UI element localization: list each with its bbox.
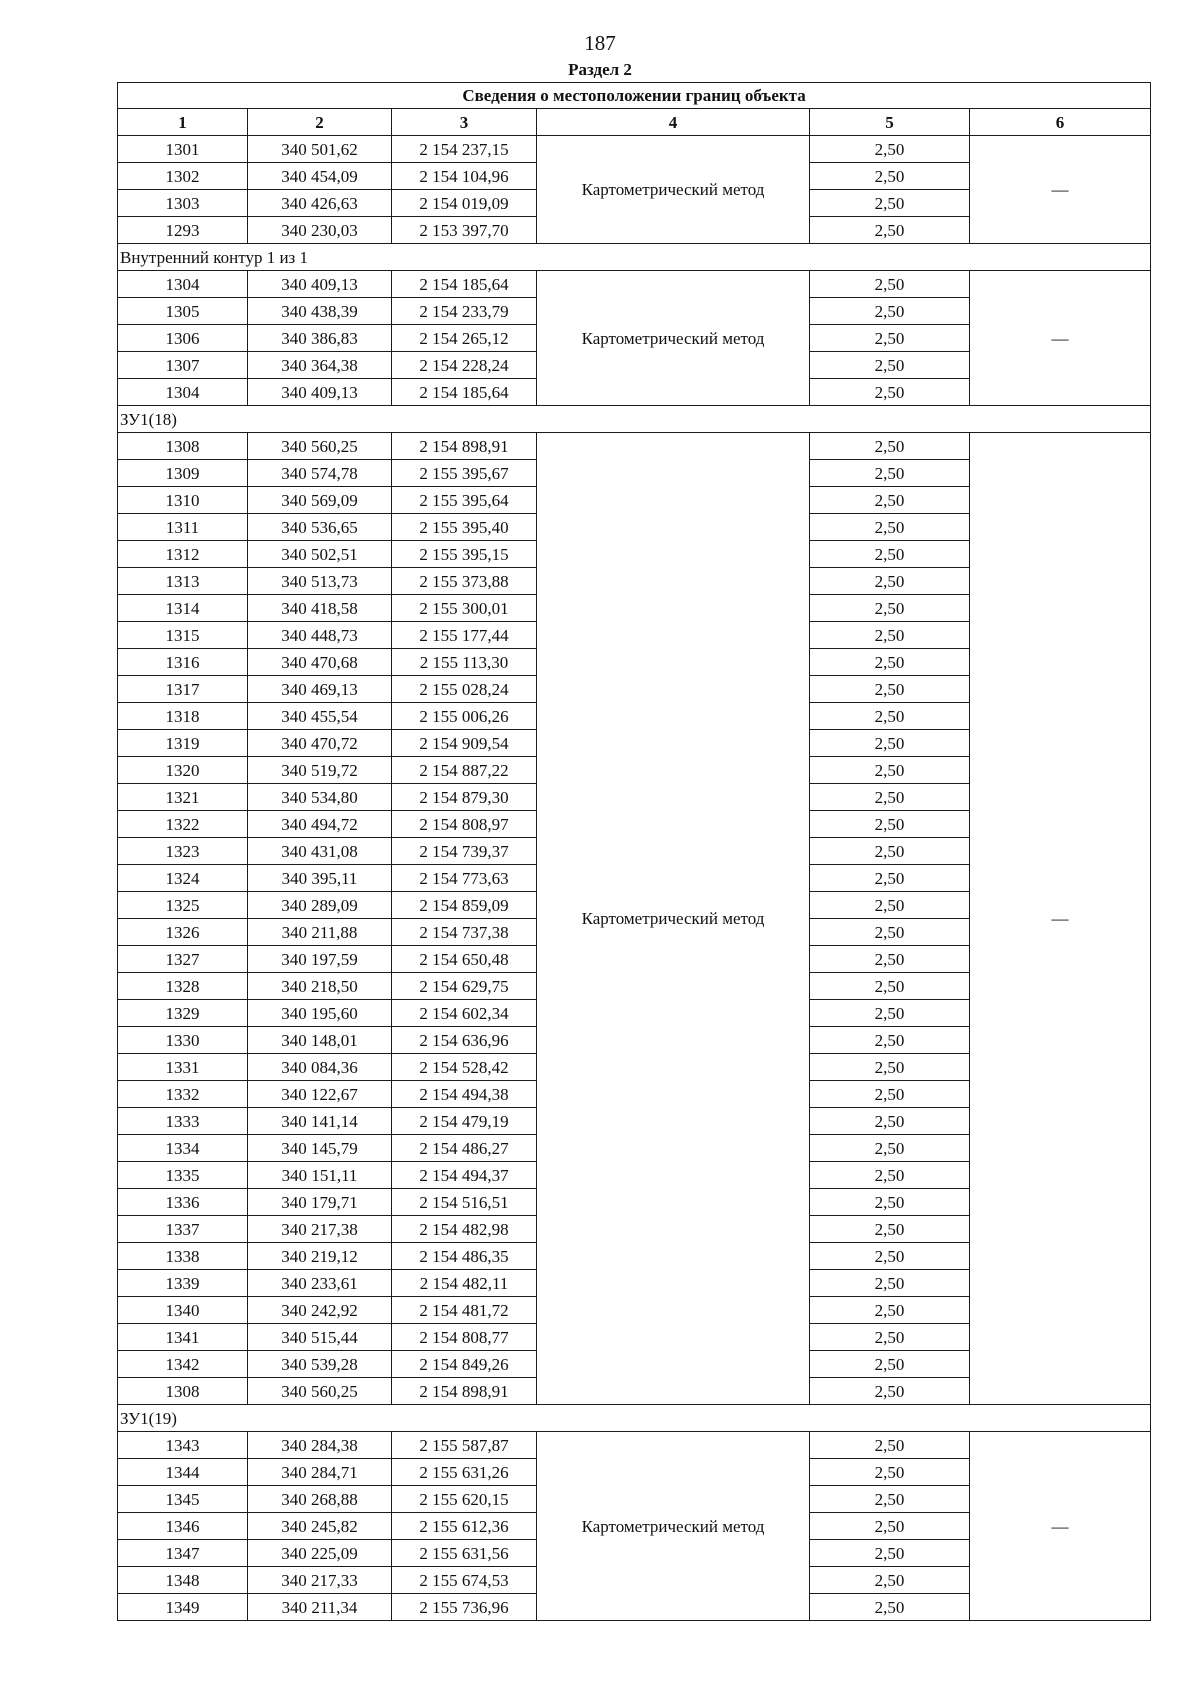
x-coordinate-cell: 340 431,08 [248, 838, 392, 865]
point-number-cell: 1328 [118, 973, 248, 1000]
y-coordinate-cell: 2 155 395,40 [392, 514, 537, 541]
y-coordinate-cell: 2 154 898,91 [392, 1378, 537, 1405]
point-number-cell: 1334 [118, 1135, 248, 1162]
x-coordinate-cell: 340 217,38 [248, 1216, 392, 1243]
accuracy-cell: 2,50 [810, 1567, 970, 1594]
accuracy-cell: 2,50 [810, 1270, 970, 1297]
section-label: ЗУ1(19) [118, 1405, 1151, 1432]
point-number-cell: 1344 [118, 1459, 248, 1486]
y-coordinate-cell: 2 154 808,97 [392, 811, 537, 838]
point-number-cell: 1348 [118, 1567, 248, 1594]
y-coordinate-cell: 2 154 602,34 [392, 1000, 537, 1027]
accuracy-cell: 2,50 [810, 1135, 970, 1162]
accuracy-cell: 2,50 [810, 1189, 970, 1216]
point-number-cell: 1316 [118, 649, 248, 676]
x-coordinate-cell: 340 211,34 [248, 1594, 392, 1621]
point-number-cell: 1308 [118, 1378, 248, 1405]
dash-cell: — [970, 433, 1151, 1405]
table-caption: Сведения о местоположении границ объекта [118, 83, 1151, 109]
accuracy-cell: 2,50 [810, 325, 970, 352]
y-coordinate-cell: 2 154 808,77 [392, 1324, 537, 1351]
accuracy-cell: 2,50 [810, 676, 970, 703]
y-coordinate-cell: 2 154 482,98 [392, 1216, 537, 1243]
method-cell: Картометрический метод [537, 433, 810, 1405]
x-coordinate-cell: 340 569,09 [248, 487, 392, 514]
point-number-cell: 1319 [118, 730, 248, 757]
table-row [118, 136, 1151, 163]
x-coordinate-cell: 340 426,63 [248, 190, 392, 217]
accuracy-cell: 2,50 [810, 622, 970, 649]
column-header: 3 [392, 109, 537, 136]
section-label: ЗУ1(18) [118, 406, 1151, 433]
x-coordinate-cell: 340 539,28 [248, 1351, 392, 1378]
point-number-cell: 1346 [118, 1513, 248, 1540]
y-coordinate-cell: 2 154 737,38 [392, 919, 537, 946]
table-row [118, 433, 1151, 460]
y-coordinate-cell: 2 154 739,37 [392, 838, 537, 865]
point-number-cell: 1304 [118, 271, 248, 298]
table-row [118, 1432, 1151, 1459]
y-coordinate-cell: 2 154 185,64 [392, 379, 537, 406]
x-coordinate-cell: 340 148,01 [248, 1027, 392, 1054]
accuracy-cell: 2,50 [810, 1162, 970, 1189]
y-coordinate-cell: 2 154 019,09 [392, 190, 537, 217]
y-coordinate-cell: 2 155 612,36 [392, 1513, 537, 1540]
accuracy-cell: 2,50 [810, 757, 970, 784]
column-header: 1 [118, 109, 248, 136]
point-number-cell: 1309 [118, 460, 248, 487]
accuracy-cell: 2,50 [810, 1000, 970, 1027]
accuracy-cell: 2,50 [810, 217, 970, 244]
y-coordinate-cell: 2 155 587,87 [392, 1432, 537, 1459]
point-number-cell: 1306 [118, 325, 248, 352]
point-number-cell: 1331 [118, 1054, 248, 1081]
x-coordinate-cell: 340 268,88 [248, 1486, 392, 1513]
column-header-row [118, 109, 1151, 136]
accuracy-cell: 2,50 [810, 460, 970, 487]
y-coordinate-cell: 2 154 494,37 [392, 1162, 537, 1189]
y-coordinate-cell: 2 154 650,48 [392, 946, 537, 973]
y-coordinate-cell: 2 155 631,26 [392, 1459, 537, 1486]
dash-cell: — [970, 136, 1151, 244]
point-number-cell: 1311 [118, 514, 248, 541]
column-header: 6 [970, 109, 1151, 136]
accuracy-cell: 2,50 [810, 946, 970, 973]
y-coordinate-cell: 2 154 887,22 [392, 757, 537, 784]
y-coordinate-cell: 2 155 028,24 [392, 676, 537, 703]
y-coordinate-cell: 2 154 494,38 [392, 1081, 537, 1108]
y-coordinate-cell: 2 154 629,75 [392, 973, 537, 1000]
point-number-cell: 1340 [118, 1297, 248, 1324]
x-coordinate-cell: 340 141,14 [248, 1108, 392, 1135]
point-number-cell: 1310 [118, 487, 248, 514]
x-coordinate-cell: 340 534,80 [248, 784, 392, 811]
accuracy-cell: 2,50 [810, 379, 970, 406]
x-coordinate-cell: 340 560,25 [248, 433, 392, 460]
y-coordinate-cell: 2 154 228,24 [392, 352, 537, 379]
x-coordinate-cell: 340 502,51 [248, 541, 392, 568]
x-coordinate-cell: 340 448,73 [248, 622, 392, 649]
y-coordinate-cell: 2 154 233,79 [392, 298, 537, 325]
accuracy-cell: 2,50 [810, 1216, 970, 1243]
point-number-cell: 1303 [118, 190, 248, 217]
x-coordinate-cell: 340 409,13 [248, 271, 392, 298]
x-coordinate-cell: 340 197,59 [248, 946, 392, 973]
x-coordinate-cell: 340 519,72 [248, 757, 392, 784]
x-coordinate-cell: 340 501,62 [248, 136, 392, 163]
accuracy-cell: 2,50 [810, 1351, 970, 1378]
x-coordinate-cell: 340 195,60 [248, 1000, 392, 1027]
y-coordinate-cell: 2 154 773,63 [392, 865, 537, 892]
y-coordinate-cell: 2 155 113,30 [392, 649, 537, 676]
point-number-cell: 1322 [118, 811, 248, 838]
point-number-cell: 1325 [118, 892, 248, 919]
point-number-cell: 1293 [118, 217, 248, 244]
accuracy-cell: 2,50 [810, 703, 970, 730]
y-coordinate-cell: 2 155 395,15 [392, 541, 537, 568]
x-coordinate-cell: 340 284,71 [248, 1459, 392, 1486]
point-number-cell: 1343 [118, 1432, 248, 1459]
y-coordinate-cell: 2 155 177,44 [392, 622, 537, 649]
y-coordinate-cell: 2 155 736,96 [392, 1594, 537, 1621]
x-coordinate-cell: 340 560,25 [248, 1378, 392, 1405]
y-coordinate-cell: 2 154 859,09 [392, 892, 537, 919]
accuracy-cell: 2,50 [810, 1459, 970, 1486]
table-caption-row [118, 83, 1151, 109]
x-coordinate-cell: 340 230,03 [248, 217, 392, 244]
x-coordinate-cell: 340 289,09 [248, 892, 392, 919]
y-coordinate-cell: 2 154 528,42 [392, 1054, 537, 1081]
accuracy-cell: 2,50 [810, 649, 970, 676]
x-coordinate-cell: 340 395,11 [248, 865, 392, 892]
point-number-cell: 1339 [118, 1270, 248, 1297]
y-coordinate-cell: 2 155 620,15 [392, 1486, 537, 1513]
y-coordinate-cell: 2 154 237,15 [392, 136, 537, 163]
point-number-cell: 1347 [118, 1540, 248, 1567]
point-number-cell: 1313 [118, 568, 248, 595]
dash-cell: — [970, 1432, 1151, 1621]
point-number-cell: 1314 [118, 595, 248, 622]
x-coordinate-cell: 340 364,38 [248, 352, 392, 379]
section-label-row [118, 244, 1151, 271]
x-coordinate-cell: 340 454,09 [248, 163, 392, 190]
method-cell: Картометрический метод [537, 1432, 810, 1621]
x-coordinate-cell: 340 225,09 [248, 1540, 392, 1567]
x-coordinate-cell: 340 151,11 [248, 1162, 392, 1189]
page-number: 187 [584, 31, 616, 55]
y-coordinate-cell: 2 154 486,35 [392, 1243, 537, 1270]
point-number-cell: 1326 [118, 919, 248, 946]
point-number-cell: 1330 [118, 1027, 248, 1054]
accuracy-cell: 2,50 [810, 1081, 970, 1108]
point-number-cell: 1320 [118, 757, 248, 784]
accuracy-cell: 2,50 [810, 1540, 970, 1567]
accuracy-cell: 2,50 [810, 352, 970, 379]
point-number-cell: 1327 [118, 946, 248, 973]
point-number-cell: 1305 [118, 298, 248, 325]
point-number-cell: 1312 [118, 541, 248, 568]
section-label-row [118, 406, 1151, 433]
accuracy-cell: 2,50 [810, 892, 970, 919]
accuracy-cell: 2,50 [810, 190, 970, 217]
accuracy-cell: 2,50 [810, 811, 970, 838]
point-number-cell: 1323 [118, 838, 248, 865]
x-coordinate-cell: 340 515,44 [248, 1324, 392, 1351]
accuracy-cell: 2,50 [810, 919, 970, 946]
point-number-cell: 1321 [118, 784, 248, 811]
accuracy-cell: 2,50 [810, 1432, 970, 1459]
point-number-cell: 1345 [118, 1486, 248, 1513]
x-coordinate-cell: 340 536,65 [248, 514, 392, 541]
x-coordinate-cell: 340 284,38 [248, 1432, 392, 1459]
x-coordinate-cell: 340 574,78 [248, 460, 392, 487]
table-body [118, 83, 1151, 1621]
accuracy-cell: 2,50 [810, 1513, 970, 1540]
method-cell: Картометрический метод [537, 271, 810, 406]
y-coordinate-cell: 2 154 909,54 [392, 730, 537, 757]
accuracy-cell: 2,50 [810, 1324, 970, 1351]
x-coordinate-cell: 340 386,83 [248, 325, 392, 352]
accuracy-cell: 2,50 [810, 487, 970, 514]
x-coordinate-cell: 340 409,13 [248, 379, 392, 406]
accuracy-cell: 2,50 [810, 784, 970, 811]
column-header: 5 [810, 109, 970, 136]
x-coordinate-cell: 340 513,73 [248, 568, 392, 595]
point-number-cell: 1336 [118, 1189, 248, 1216]
x-coordinate-cell: 340 242,92 [248, 1297, 392, 1324]
accuracy-cell: 2,50 [810, 973, 970, 1000]
accuracy-cell: 2,50 [810, 730, 970, 757]
point-number-cell: 1329 [118, 1000, 248, 1027]
y-coordinate-cell: 2 154 879,30 [392, 784, 537, 811]
y-coordinate-cell: 2 154 185,64 [392, 271, 537, 298]
y-coordinate-cell: 2 154 516,51 [392, 1189, 537, 1216]
y-coordinate-cell: 2 155 631,56 [392, 1540, 537, 1567]
point-number-cell: 1342 [118, 1351, 248, 1378]
point-number-cell: 1332 [118, 1081, 248, 1108]
y-coordinate-cell: 2 154 636,96 [392, 1027, 537, 1054]
x-coordinate-cell: 340 217,33 [248, 1567, 392, 1594]
x-coordinate-cell: 340 469,13 [248, 676, 392, 703]
point-number-cell: 1318 [118, 703, 248, 730]
accuracy-cell: 2,50 [810, 1027, 970, 1054]
y-coordinate-cell: 2 154 481,72 [392, 1297, 537, 1324]
y-coordinate-cell: 2 155 395,64 [392, 487, 537, 514]
x-coordinate-cell: 340 145,79 [248, 1135, 392, 1162]
accuracy-cell: 2,50 [810, 541, 970, 568]
point-number-cell: 1315 [118, 622, 248, 649]
x-coordinate-cell: 340 418,58 [248, 595, 392, 622]
x-coordinate-cell: 340 179,71 [248, 1189, 392, 1216]
accuracy-cell: 2,50 [810, 298, 970, 325]
accuracy-cell: 2,50 [810, 865, 970, 892]
accuracy-cell: 2,50 [810, 1486, 970, 1513]
accuracy-cell: 2,50 [810, 568, 970, 595]
x-coordinate-cell: 340 218,50 [248, 973, 392, 1000]
x-coordinate-cell: 340 122,67 [248, 1081, 392, 1108]
point-number-cell: 1302 [118, 163, 248, 190]
x-coordinate-cell: 340 470,72 [248, 730, 392, 757]
y-coordinate-cell: 2 154 486,27 [392, 1135, 537, 1162]
x-coordinate-cell: 340 455,54 [248, 703, 392, 730]
accuracy-cell: 2,50 [810, 271, 970, 298]
accuracy-cell: 2,50 [810, 1297, 970, 1324]
y-coordinate-cell: 2 155 373,88 [392, 568, 537, 595]
accuracy-cell: 2,50 [810, 1594, 970, 1621]
accuracy-cell: 2,50 [810, 1243, 970, 1270]
x-coordinate-cell: 340 438,39 [248, 298, 392, 325]
column-header: 2 [248, 109, 392, 136]
accuracy-cell: 2,50 [810, 1108, 970, 1135]
accuracy-cell: 2,50 [810, 1378, 970, 1405]
point-number-cell: 1333 [118, 1108, 248, 1135]
point-number-cell: 1301 [118, 136, 248, 163]
accuracy-cell: 2,50 [810, 595, 970, 622]
y-coordinate-cell: 2 155 395,67 [392, 460, 537, 487]
x-coordinate-cell: 340 211,88 [248, 919, 392, 946]
accuracy-cell: 2,50 [810, 1054, 970, 1081]
y-coordinate-cell: 2 154 265,12 [392, 325, 537, 352]
point-number-cell: 1308 [118, 433, 248, 460]
x-coordinate-cell: 340 494,72 [248, 811, 392, 838]
section-title: Раздел 2 [568, 60, 632, 79]
dash-cell: — [970, 271, 1151, 406]
point-number-cell: 1335 [118, 1162, 248, 1189]
y-coordinate-cell: 2 154 849,26 [392, 1351, 537, 1378]
point-number-cell: 1341 [118, 1324, 248, 1351]
accuracy-cell: 2,50 [810, 163, 970, 190]
point-number-cell: 1317 [118, 676, 248, 703]
y-coordinate-cell: 2 155 006,26 [392, 703, 537, 730]
point-number-cell: 1338 [118, 1243, 248, 1270]
y-coordinate-cell: 2 154 479,19 [392, 1108, 537, 1135]
y-coordinate-cell: 2 155 674,53 [392, 1567, 537, 1594]
accuracy-cell: 2,50 [810, 136, 970, 163]
x-coordinate-cell: 340 219,12 [248, 1243, 392, 1270]
section-label-row [118, 1405, 1151, 1432]
method-cell: Картометрический метод [537, 136, 810, 244]
point-number-cell: 1337 [118, 1216, 248, 1243]
x-coordinate-cell: 340 470,68 [248, 649, 392, 676]
y-coordinate-cell: 2 154 104,96 [392, 163, 537, 190]
boundary-coordinates-table [117, 82, 1151, 1621]
y-coordinate-cell: 2 153 397,70 [392, 217, 537, 244]
y-coordinate-cell: 2 154 898,91 [392, 433, 537, 460]
point-number-cell: 1304 [118, 379, 248, 406]
y-coordinate-cell: 2 155 300,01 [392, 595, 537, 622]
accuracy-cell: 2,50 [810, 514, 970, 541]
x-coordinate-cell: 340 084,36 [248, 1054, 392, 1081]
accuracy-cell: 2,50 [810, 838, 970, 865]
section-label: Внутренний контур 1 из 1 [118, 244, 1151, 271]
point-number-cell: 1324 [118, 865, 248, 892]
column-header: 4 [537, 109, 810, 136]
y-coordinate-cell: 2 154 482,11 [392, 1270, 537, 1297]
x-coordinate-cell: 340 233,61 [248, 1270, 392, 1297]
x-coordinate-cell: 340 245,82 [248, 1513, 392, 1540]
accuracy-cell: 2,50 [810, 433, 970, 460]
point-number-cell: 1307 [118, 352, 248, 379]
point-number-cell: 1349 [118, 1594, 248, 1621]
table-row [118, 271, 1151, 298]
